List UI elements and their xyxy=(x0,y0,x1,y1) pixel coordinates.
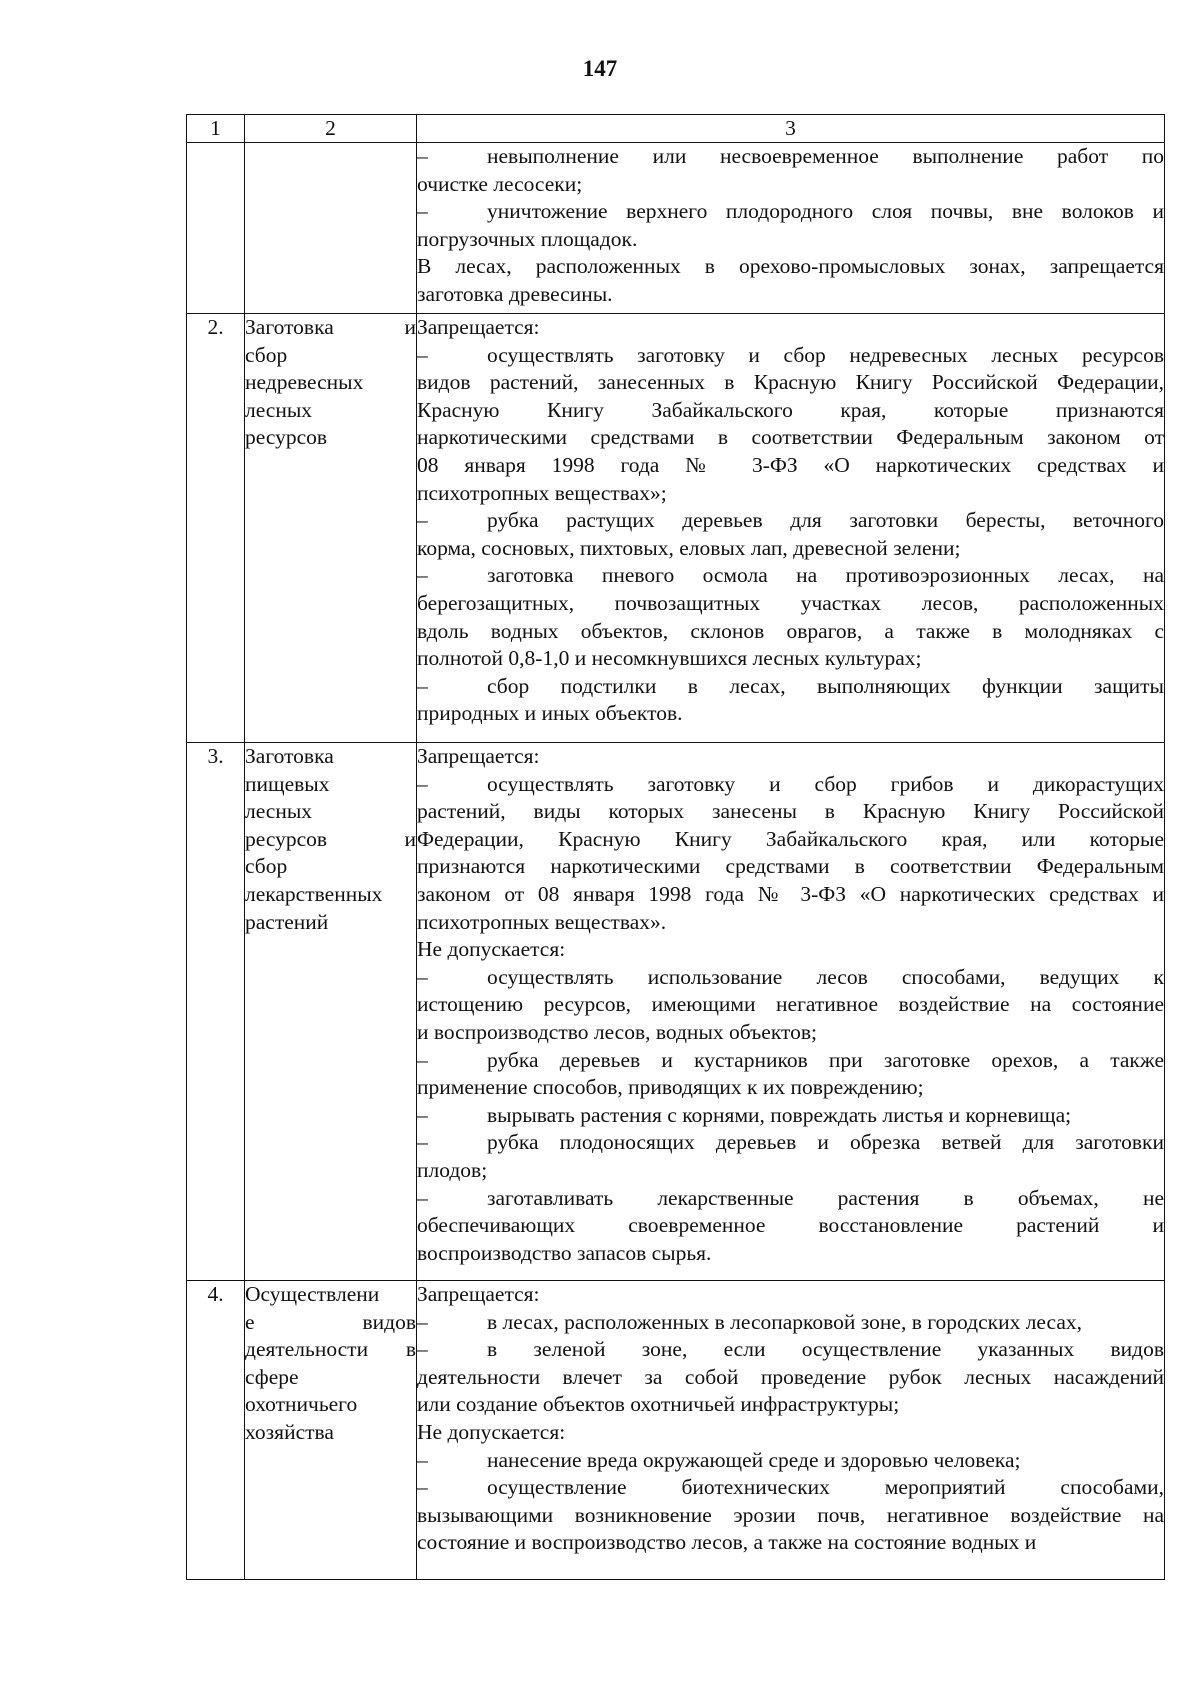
activity-name-line: сфере xyxy=(245,1364,299,1389)
text-line xyxy=(417,1336,1164,1364)
dash-list-item xyxy=(417,673,1164,728)
text-line: В лесах, расположенных в орехово-промысловых зонах, запрещается xyxy=(417,254,1164,279)
text-line xyxy=(417,1129,1164,1157)
text-line: берегозащитных, почвозащитных участках лесов, расположенных xyxy=(417,590,1164,615)
text-line: психотропных веществах». xyxy=(417,909,667,934)
table-header-row xyxy=(187,115,1165,143)
text-line: или создание объектов охотничьей инфраструктуры; xyxy=(417,1392,900,1417)
activity-name-line: е видов xyxy=(245,1309,416,1334)
text-line-content: сбор подстилки в лесах, выполняющих функции защиты xyxy=(487,673,1164,698)
restrictions-text xyxy=(417,143,1165,314)
dash-list-item xyxy=(417,143,1164,198)
row-number xyxy=(187,143,245,314)
text-line xyxy=(417,1447,1164,1475)
text-line-content: в зеленой зоне, если осуществление указанных видов xyxy=(487,1337,1164,1362)
text-line xyxy=(417,964,1164,992)
text-line: Запрещается: xyxy=(417,315,540,339)
text-line: Запрещается: xyxy=(417,1282,540,1306)
text-line-content: нанесение вреда окружающей среде и здоровью человека; xyxy=(487,1447,1021,1472)
dash-bullet-icon: – xyxy=(417,508,428,533)
activity-name-line: недревесных xyxy=(245,370,364,395)
text-line xyxy=(417,562,1164,590)
activity-name xyxy=(245,143,417,314)
text-line: 08 января 1998 года № 3-ФЗ «О наркотических средствах и xyxy=(417,452,1164,477)
activity-name-line: Заготовка xyxy=(245,744,334,768)
text-line: Запрещается: xyxy=(417,744,540,768)
activity-name-line: Осуществлени xyxy=(245,1282,380,1306)
text-line-content: в лесах, расположенных в лесопарковой зоне, в городских лесах, xyxy=(487,1309,1082,1334)
row-number: 2. xyxy=(187,314,245,743)
text-line-content: рубка растущих деревьев для заготовки бересты, веточного xyxy=(487,508,1164,533)
text-line: применение способов, приводящих к их повреждению; xyxy=(417,1075,924,1100)
text-line: Федерации, Красную Книгу Забайкальского края, или которые xyxy=(417,826,1164,851)
dash-bullet-icon: – xyxy=(417,1475,428,1500)
text-line: законом от 08 января 1998 года № 3-ФЗ «О наркотических средствах и xyxy=(417,881,1164,906)
text-line: обеспечивающих своевременное восстановление растений и xyxy=(417,1213,1164,1238)
activity-name-line: лесных xyxy=(245,397,313,422)
dash-list-item xyxy=(417,964,1164,1047)
restrictions-text xyxy=(417,314,1165,743)
text-line: Не допускается: xyxy=(417,937,566,962)
text-line xyxy=(417,1047,1164,1075)
text-line: психотропных веществах»; xyxy=(417,480,667,505)
text-line: состояние и воспроизводство лесов, а также на состояние водных и xyxy=(417,1530,1037,1555)
table-row xyxy=(187,743,1165,1281)
dash-list-item xyxy=(417,1447,1164,1475)
text-line: очистке лесосеки; xyxy=(417,171,583,196)
table-row xyxy=(187,1281,1165,1580)
dash-list-item xyxy=(417,198,1164,253)
table-row xyxy=(187,143,1165,314)
text-line: Не допускается: xyxy=(417,1419,566,1444)
header-col-3: 3 xyxy=(417,115,1165,143)
dash-list-item xyxy=(417,771,1164,937)
activity-name-line: охотничьего xyxy=(245,1392,358,1417)
activity-name-line: Заготовка и xyxy=(245,315,416,339)
dash-bullet-icon: – xyxy=(417,964,428,989)
dash-bullet-icon: – xyxy=(417,144,428,168)
activity-name xyxy=(245,743,417,1281)
dash-bullet-icon: – xyxy=(417,771,428,796)
text-line: природных и иных объектов. xyxy=(417,701,683,726)
dash-list-item xyxy=(417,1185,1164,1268)
text-line xyxy=(417,342,1164,370)
text-line: полнотой 0,8-1,0 и несомкнувшихся лесных культурах; xyxy=(417,646,922,671)
dash-list-item xyxy=(417,1102,1164,1130)
text-line xyxy=(417,673,1164,701)
text-line: погрузочных площадок. xyxy=(417,226,638,251)
text-line: и воспроизводство лесов, водных объектов; xyxy=(417,1019,817,1044)
activity-name-line: ресурсов и xyxy=(245,826,416,851)
table-row xyxy=(187,314,1165,743)
text-line xyxy=(417,1185,1164,1213)
row-number: 3. xyxy=(187,743,245,1281)
text-line: растений, виды которых занесены в Красную Книгу Российской xyxy=(417,799,1164,824)
text-line xyxy=(417,1102,1164,1130)
activity-name-line: сбор xyxy=(245,342,288,367)
text-paragraph xyxy=(417,253,1164,308)
activity-name xyxy=(245,1281,417,1580)
text-line-content: вырывать растения с корнями, повреждать листья и корневища; xyxy=(487,1102,1072,1127)
text-line xyxy=(417,771,1164,799)
text-line-content: уничтожение верхнего плодородного слоя почвы, вне волоков и xyxy=(487,199,1164,224)
dash-bullet-icon: – xyxy=(417,673,428,698)
dash-bullet-icon: – xyxy=(417,1337,428,1362)
dash-list-item xyxy=(417,1129,1164,1184)
text-line: заготовка древесины. xyxy=(417,281,613,306)
dash-bullet-icon: – xyxy=(417,1309,428,1334)
text-line: истощению ресурсов, имеющими негативное воздействие на состояние xyxy=(417,992,1164,1017)
text-paragraph xyxy=(417,743,1164,771)
activity-name-line: пищевых xyxy=(245,771,330,796)
text-line: вызывающими возникновение эрозии почв, негативное воздействие на xyxy=(417,1502,1164,1527)
text-line-content: рубка плодоносящих деревьев и обрезка ветвей для заготовки xyxy=(487,1130,1164,1155)
dash-bullet-icon: – xyxy=(417,199,428,224)
dash-list-item xyxy=(417,562,1164,672)
activity-name xyxy=(245,314,417,743)
text-line-content: рубка деревьев и кустарников при заготовке орехов, а также xyxy=(487,1047,1164,1072)
text-line xyxy=(417,1474,1164,1502)
text-line-content: заготовка пневого осмола на противоэрозионных лесах, на xyxy=(487,563,1164,588)
table-body xyxy=(187,143,1165,1580)
text-line: видов растений, занесенных в Красную Книгу Российской Федерации, xyxy=(417,370,1164,395)
activity-name-line: деятельности в xyxy=(245,1337,416,1362)
restrictions-text xyxy=(417,1281,1165,1580)
text-line-content: осуществлять использование лесов способами, ведущих к xyxy=(487,964,1164,989)
text-line-content: осуществлять заготовку и сбор грибов и дикорастущих xyxy=(487,771,1164,796)
text-line-content: осуществление биотехнических мероприятий способами, xyxy=(487,1475,1164,1500)
text-line-content: заготавливать лекарственные растения в объемах, не xyxy=(487,1185,1164,1210)
dash-bullet-icon: – xyxy=(417,563,428,588)
dash-list-item xyxy=(417,507,1164,562)
text-paragraph xyxy=(417,1281,1164,1309)
text-line: Красную Книгу Забайкальского края, которые признаются xyxy=(417,397,1164,422)
dash-list-item xyxy=(417,1474,1164,1557)
dash-bullet-icon: – xyxy=(417,1102,428,1127)
dash-bullet-icon: – xyxy=(417,1047,428,1072)
text-paragraph xyxy=(417,314,1164,342)
dash-bullet-icon: – xyxy=(417,1130,428,1155)
restrictions-text xyxy=(417,743,1165,1281)
dash-bullet-icon: – xyxy=(417,1447,428,1472)
text-line: деятельности влечет за собой проведение рубок лесных насаждений xyxy=(417,1364,1164,1389)
text-line: вдоль водных объектов, склонов оврагов, а также в молодняках с xyxy=(417,618,1164,643)
text-line-content: невыполнение или несвоевременное выполнение работ по xyxy=(487,144,1164,168)
text-line xyxy=(417,507,1164,535)
header-col-1: 1 xyxy=(187,115,245,143)
activity-name-line: сбор xyxy=(245,854,288,879)
dash-bullet-icon: – xyxy=(417,1185,428,1210)
text-line xyxy=(417,143,1164,171)
text-paragraph xyxy=(417,936,1164,964)
activity-name-line: лекарственных xyxy=(245,881,383,906)
page-number: 147 xyxy=(582,56,618,81)
row-number: 4. xyxy=(187,1281,245,1580)
dash-list-item xyxy=(417,342,1164,508)
dash-list-item xyxy=(417,1309,1164,1337)
text-line: признаются наркотическими средствами в соответствии Федеральным xyxy=(417,854,1164,879)
text-line: наркотическими средствами в соответствии Федеральным законом от xyxy=(417,425,1164,450)
text-line-content: осуществлять заготовку и сбор недревесных лесных ресурсов xyxy=(487,342,1164,367)
text-line xyxy=(417,1309,1164,1337)
dash-list-item xyxy=(417,1336,1164,1419)
activity-name-line: ресурсов xyxy=(245,425,328,450)
activity-name-line: хозяйства xyxy=(245,1419,334,1444)
regulations-table xyxy=(186,114,1165,1580)
text-line: плодов; xyxy=(417,1157,488,1182)
dash-bullet-icon: – xyxy=(417,342,428,367)
activity-name-line: растений xyxy=(245,909,329,934)
text-line xyxy=(417,198,1164,226)
text-line: корма, сосновых, пихтовых, еловых лап, древесной зелени; xyxy=(417,535,961,560)
header-col-2: 2 xyxy=(245,115,417,143)
text-line: воспроизводство запасов сырья. xyxy=(417,1240,712,1265)
activity-name-line: лесных xyxy=(245,799,313,824)
text-paragraph xyxy=(417,1419,1164,1447)
dash-list-item xyxy=(417,1047,1164,1102)
